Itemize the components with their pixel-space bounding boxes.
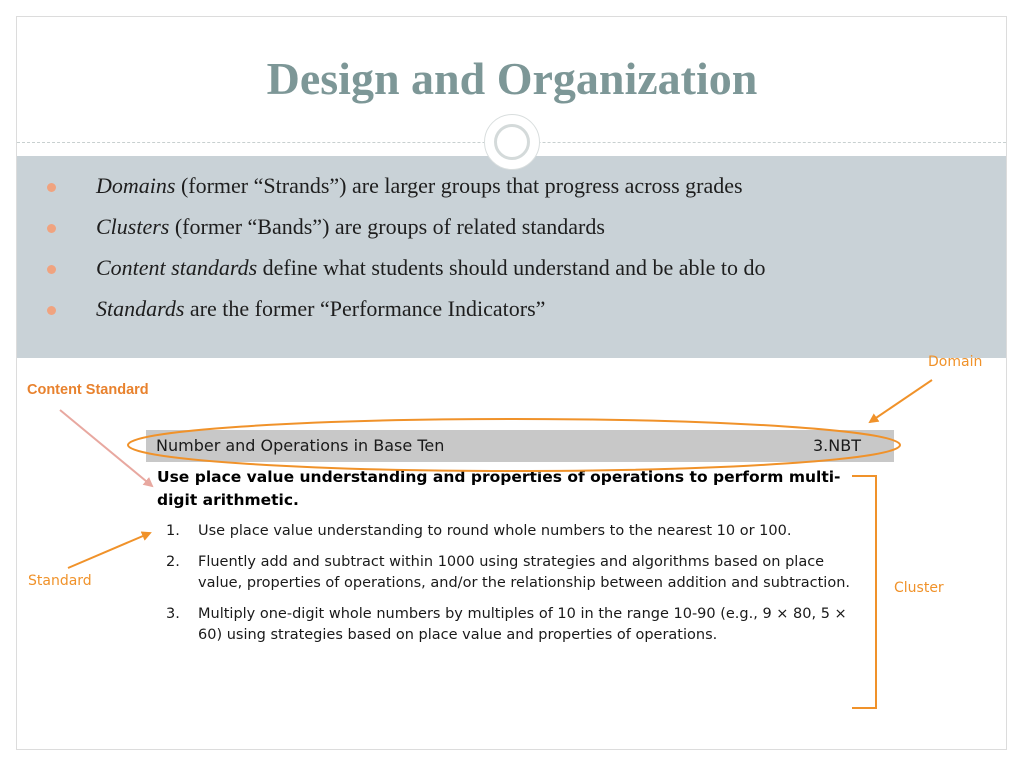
bullet-text: define what students should understand and be able to do [262, 255, 766, 280]
standard-text: Use place value understanding to round whole numbers to the nearest 10 or 100. [198, 523, 792, 539]
domain-name: Number and Operations in Base Ten [156, 436, 445, 455]
annotation-standard: Standard [28, 573, 92, 589]
standard-number: 2. [166, 553, 180, 570]
standard-number: 3. [166, 605, 180, 622]
bullet-term: Domains [96, 173, 176, 198]
bullet-text: (former “Strands”) are larger groups that progress across grades [180, 173, 743, 198]
domain-arrow [870, 380, 932, 422]
annotation-content-standard: Content Standard [27, 382, 149, 398]
domain-code: 3.NBT [813, 436, 861, 455]
bullet-term: Standards [96, 296, 185, 321]
slide-title: Design and Organization [266, 53, 758, 104]
standard-text: Multiply one-digit whole numbers by multiples of 10 in the range 10-90 (e.g., 9 × 80, 5 × 60) using strategies based on place value and properties of operations. [198, 605, 847, 643]
cluster-heading: Use place value understanding and properties of operations to perform multi-digit arithmetic. [157, 468, 841, 509]
standard-number: 1. [166, 523, 180, 539]
bullet-text: (former “Bands”) are groups of related standards [174, 214, 605, 239]
domain-highlight-ellipse [128, 419, 900, 471]
bullet-term: Clusters [96, 214, 170, 239]
bullet-term: Content standards [96, 255, 258, 280]
annotation-cluster: Cluster [894, 580, 944, 596]
annotation-domain: Domain [928, 354, 983, 370]
standard-text: Fluently add and subtract within 1000 using strategies and algorithms based on place value, properties of operations, and/or the relationship between addition and subtraction. [198, 553, 850, 591]
cluster-bracket [852, 476, 876, 708]
standard-arrow [68, 533, 150, 568]
bullet-text: are the former “Performance Indicators” [189, 296, 546, 321]
content-standard-arrow [60, 410, 152, 486]
